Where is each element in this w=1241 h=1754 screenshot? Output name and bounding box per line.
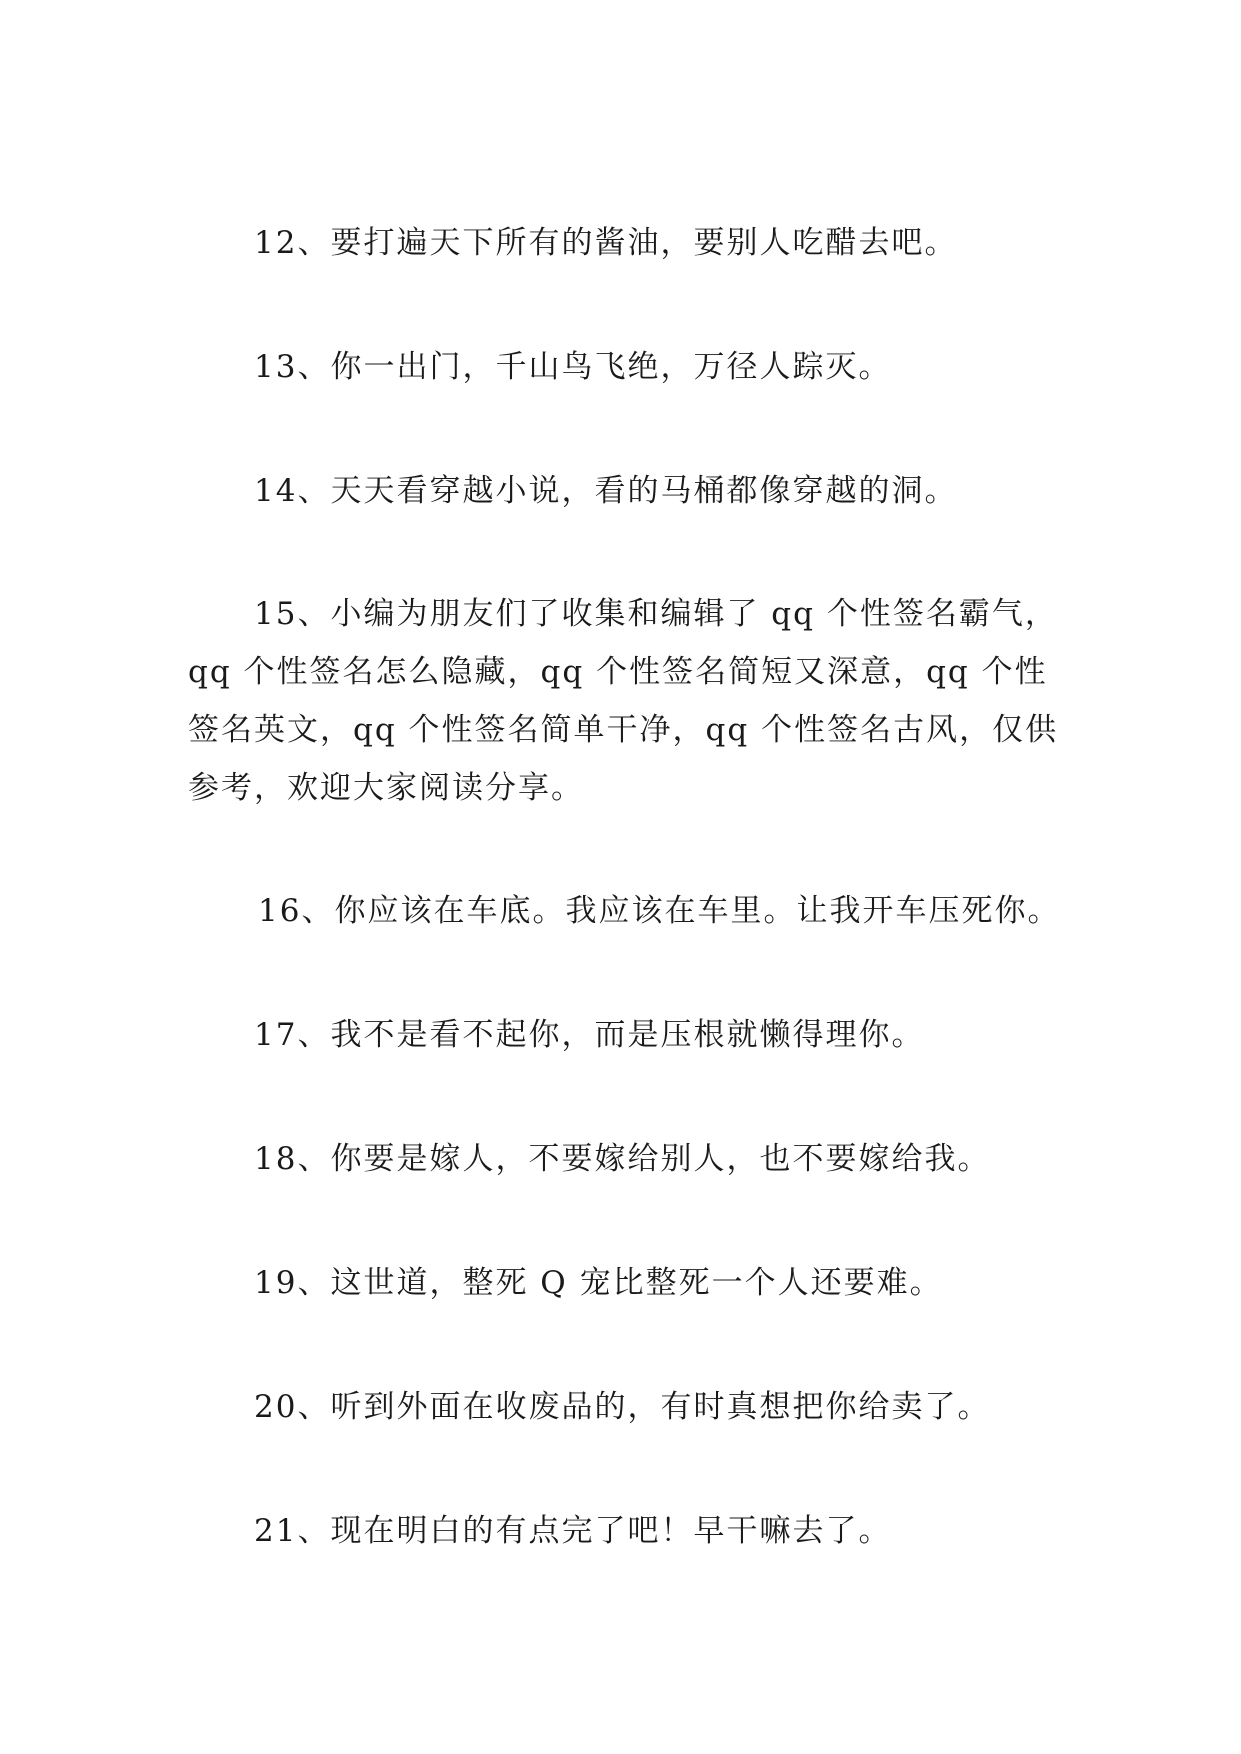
paragraph-20: 20、听到外面在收废品的，有时真想把你给卖了。 [254,1389,991,1425]
paragraph-15: 15、小编为朋友们了收集和编辑了 qq 个性签名霸气，qq 个性签名怎么隐藏，qq 个性签名简短又深意，qq 个性签名英文，qq 个性签名简单干净，qq 个性签名古风，仅供参考，欢迎大家阅读分享。 [188,596,1059,806]
paragraph-16: 16、你应该在车底。我应该在车里。让我开车压死你。 [258,893,1061,929]
paragraph-18: 18、你要是嫁人，不要嫁给别人，也不要嫁给我。 [254,1141,991,1177]
paragraph-17: 17、我不是看不起你，而是压根就懒得理你。 [254,1017,925,1053]
paragraph-12: 12、要打遍天下所有的酱油，要别人吃醋去吧。 [254,225,958,261]
paragraph-19: 19、这世道，整死 Q 宠比整死一个人还要难。 [254,1265,943,1301]
paragraph-13: 13、你一出门，千山鸟飞绝，万径人踪灭。 [254,349,892,385]
paragraph-14: 14、天天看穿越小说，看的马桶都像穿越的洞。 [254,473,958,509]
paragraph-21: 21、现在明白的有点完了吧！早干嘛去了。 [254,1513,892,1549]
